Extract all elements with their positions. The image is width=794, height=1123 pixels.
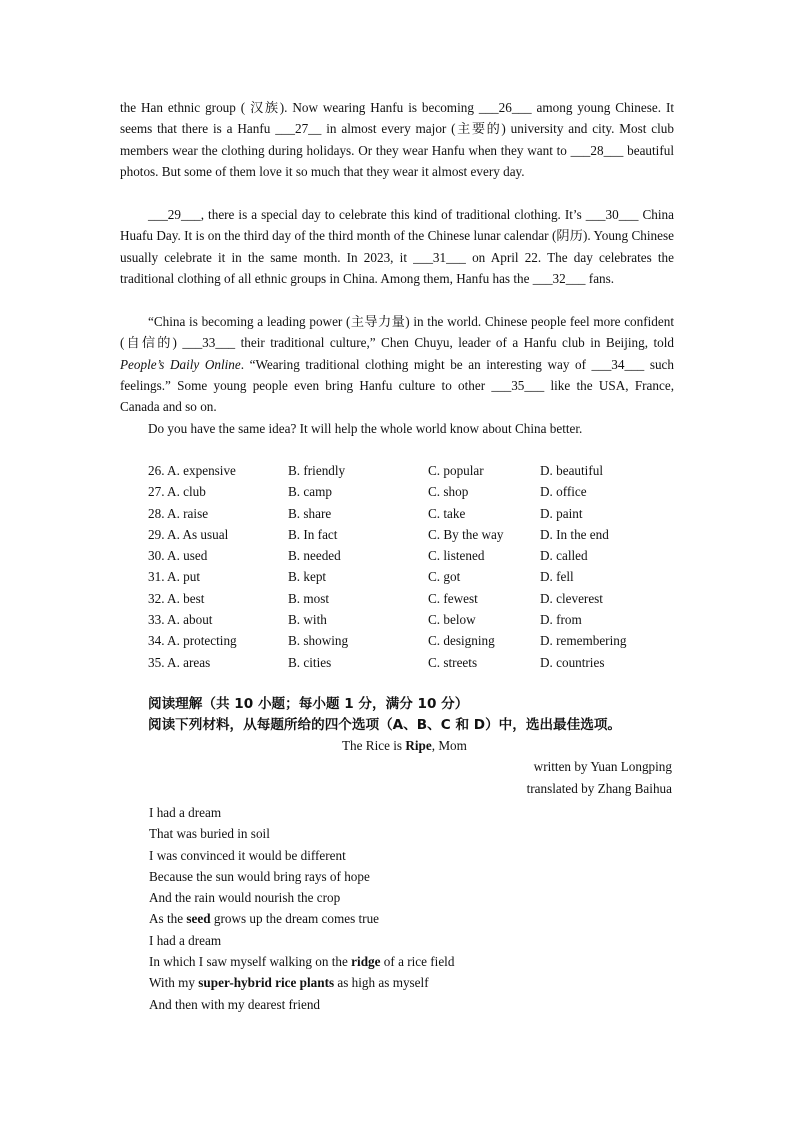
poem-title-end: , Mom — [431, 738, 467, 753]
option-b: B. with — [288, 612, 327, 628]
poem-keyword: ridge — [351, 954, 381, 970]
poem-author: written by Yuan Longping — [533, 759, 672, 774]
option-d: D. office — [540, 484, 587, 500]
poem-line — [149, 866, 454, 887]
poem-line-text: That was buried in soil — [149, 826, 270, 842]
option-b: B. cities — [288, 654, 332, 670]
option-a: 29. A. As usual — [148, 526, 229, 542]
poem-title-text: The Rice is — [342, 738, 406, 753]
option-c: C. By the way — [428, 526, 504, 542]
option-row — [148, 588, 678, 609]
option-row — [148, 652, 678, 673]
option-row — [148, 503, 678, 524]
poem-line-end: grows up the dream comes true — [210, 911, 380, 927]
option-b: B. kept — [288, 569, 327, 585]
passage-paragraph-4: Do you have the same idea? It will help the whole world know about China better. — [148, 421, 583, 436]
option-c: C. got — [428, 569, 461, 585]
option-a: 28. A. raise — [148, 505, 209, 521]
option-c: C. designing — [428, 633, 495, 649]
poem-line-text: I had a dream — [149, 932, 222, 948]
option-a: 32. A. best — [148, 590, 205, 606]
poem-line-text: And the rain would nourish the crop — [149, 890, 341, 906]
poem-line — [149, 887, 454, 908]
option-b: B. In fact — [288, 526, 338, 542]
poem-line — [149, 972, 454, 993]
passage-paragraph-3 — [120, 311, 674, 417]
poem-keyword: super-hybrid rice plants — [198, 975, 335, 991]
poem-line — [149, 823, 454, 844]
poem-line — [149, 951, 454, 972]
option-a: 31. A. put — [148, 569, 201, 585]
reading-instruction: 阅读下列材料，从每题所给的四个选项（A、B、C 和 D）中，选出最佳选项。 — [148, 717, 622, 733]
poem-body — [149, 802, 454, 1015]
option-d: D. In the end — [540, 526, 609, 542]
option-c: C. shop — [428, 484, 469, 500]
option-row — [148, 460, 678, 481]
option-c: C. streets — [428, 654, 478, 670]
option-row — [148, 545, 678, 566]
option-d: D. from — [540, 612, 582, 628]
poem-line-text: And then with my dearest friend — [149, 996, 321, 1012]
passage-paragraph-2: ___29___, there is a special day to celebrate this kind of traditional clothing. It’s ___30___ China Huafu Day. It is on the third day of the third month of the Chinese lunar calendar (阴历). Young Chinese usually celebrate it in the same month. In 2023, it ___31___ on April 22. The day celebrates the traditional clothing of all ethnic groups in China. Among them, Hanfu has the ___32___ fans. — [120, 207, 674, 286]
poem-line-end: as high as myself — [334, 975, 429, 991]
poem-line-text: I was convinced it would be different — [149, 847, 346, 863]
poem-line-text: With my — [149, 975, 199, 991]
option-a: 30. A. used — [148, 548, 208, 564]
option-c: C. below — [428, 612, 476, 628]
poem-line — [149, 930, 454, 951]
paragraph-3-text-a: “China is becoming a leading power (主导力量) in the world. Chinese people feel more confident (自信的) ___33___ their traditional culture,” Chen Chuyu, leader of a Hanfu club in Beijing, told — [120, 314, 674, 351]
option-c: C. listened — [428, 548, 485, 564]
poem-line-text: As the — [149, 911, 187, 927]
option-b: B. needed — [288, 548, 341, 564]
option-d: D. countries — [540, 654, 605, 670]
option-c: C. take — [428, 505, 466, 521]
option-b: B. share — [288, 505, 332, 521]
reading-section-heading: 阅读理解（共 10 小题；每小题 1 分，满分 10 分） — [148, 696, 469, 712]
option-c: C. fewest — [428, 590, 478, 606]
poem-line — [149, 994, 454, 1015]
option-b: B. friendly — [288, 463, 346, 478]
option-a: 34. A. protecting — [148, 633, 237, 649]
option-row — [148, 481, 678, 502]
option-b: B. camp — [288, 484, 332, 500]
options-table — [148, 460, 678, 673]
option-b: B. most — [288, 590, 330, 606]
passage-paragraph-1: the Han ethnic group ( 汉族). Now wearing Hanfu is becoming ___26___ among young Chinese. It seems that there is a Hanfu ___27__ in almost every major (主要的) university and city. Most club members wear the clothing during holidays. Or they wear Hanfu when they want to ___28___ beautiful photos. But some of them love it so much that they wear it almost every day. — [120, 100, 674, 179]
option-d: D. cleverest — [540, 590, 603, 606]
poem-line — [149, 802, 454, 823]
option-d: D. beautiful — [540, 463, 603, 478]
option-a: 27. A. club — [148, 484, 206, 500]
poem-title-bold: Ripe — [405, 738, 432, 753]
option-d: D. remembering — [540, 633, 627, 649]
option-d: D. fell — [540, 569, 574, 585]
paragraph-3-text-b: . “Wearing traditional clothing might be an interesting way of ___34___ such feelings.” Some young people even bring Hanfu culture to other ___35___ like the USA, France, Canada and so on. — [120, 356, 674, 415]
option-d: D. called — [540, 548, 588, 564]
poem-line-end: of a rice field — [380, 954, 455, 970]
option-a: 33. A. about — [148, 612, 213, 628]
option-row — [148, 524, 678, 545]
poem-line — [149, 845, 454, 866]
option-c: C. popular — [428, 463, 484, 478]
option-a: 26. A. expensive — [148, 463, 236, 478]
poem-line-text: In which I saw myself walking on the — [149, 954, 352, 970]
option-row — [148, 566, 678, 587]
poem-title — [342, 738, 467, 754]
poem-translator: translated by Zhang Baihua — [526, 781, 672, 796]
option-d: D. paint — [540, 505, 583, 521]
poem-line-text: I had a dream — [149, 805, 222, 820]
poem-keyword: seed — [186, 911, 211, 927]
option-row — [148, 609, 678, 630]
option-a: 35. A. areas — [148, 654, 211, 670]
option-b: B. showing — [288, 633, 349, 649]
poem-line — [149, 908, 454, 929]
option-row — [148, 630, 678, 651]
newspaper-name: People’s Daily Online — [120, 356, 241, 372]
poem-line-text: Because the sun would bring rays of hope — [149, 868, 370, 884]
